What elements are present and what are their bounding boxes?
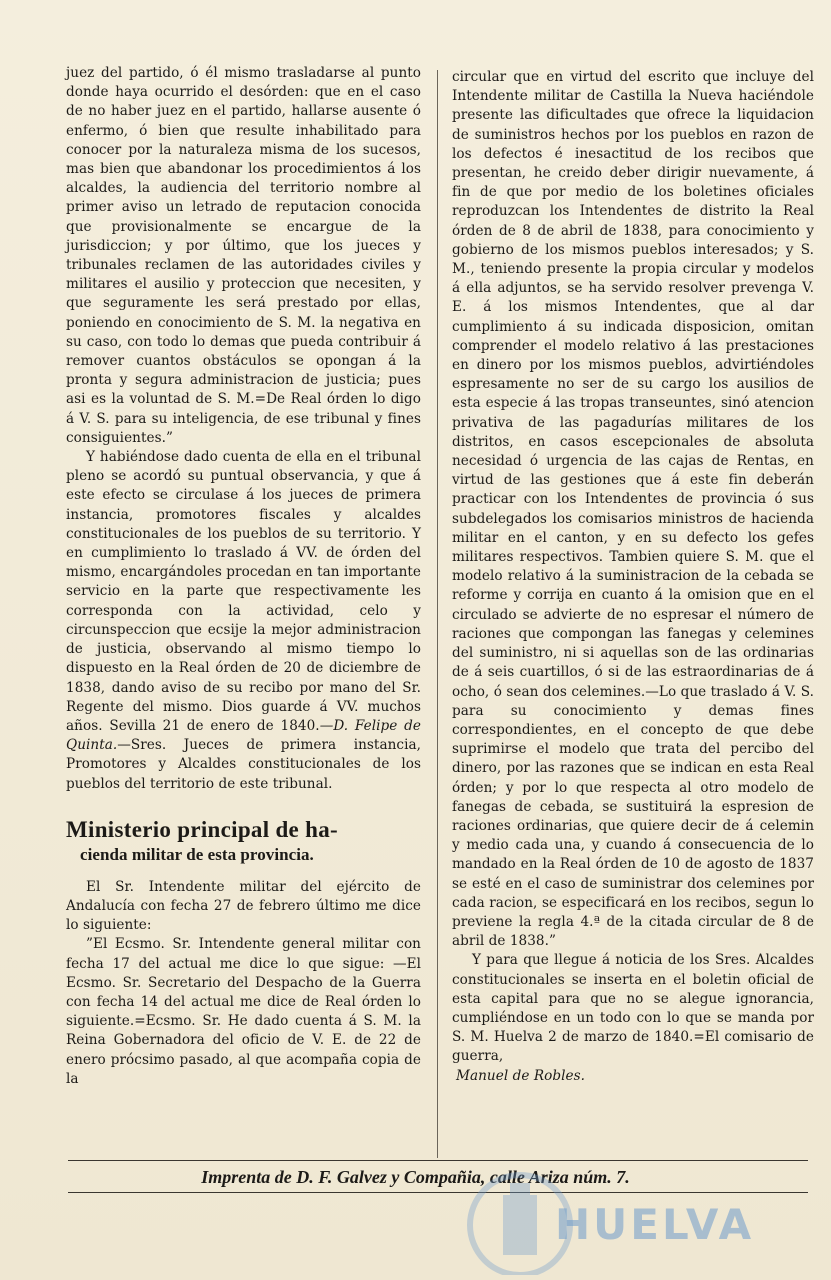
right-paragraph-2: Y para que llegue á noticia de los Sres. Alcaldes constitucionales se inserta en el boletin oficial de esta capital para que no se alegue ignorancia, cumpliéndose en un todo con lo que se manda por S. M. Huelva 2 de marzo de 1840.=El comisario de guerra, [452, 952, 814, 1065]
right-column [452, 68, 814, 1086]
manuel-de-robles-signature: Manuel de Robles. [456, 1067, 585, 1084]
right-paragraph-1: circular que en virtud del escrito que incluye del Intendente militar de Castilla la Nueva haciéndole presente las dificultades que ofrece la liquidacion de suministros hechos por los pueblos en razon de los defectos é inesactitud de los recibos que presentan, he creido deber dirigir nuevamente, á fin de que por medio de los boletines oficiales reproduzcan los Intendentes de distrito la Real órden de 8 de abril de 1838, para conocimiento y gobierno de los mismos pueblos interesados; y S. M., teniendo presente la propia circular y modelos á ella adjuntos, se ha servido resolver prevenga V. E. á los mismos Intendentes, que al dar cumplimiento á su indicada disposicion, omitan comprender el modelo relativo á las prestaciones en dinero por los mismos pueblos, advirtiéndoles espresamente no ser de su cargo los ausilios de esta especie á las tropas transeuntes, sinó atencion privativa de las pagadurías militares de los distritos, en casos escepcionales de absoluta necesidad ó urgencia de las cajas de Rentas, en virtud de las gestiones que á este fin deberán practicar con los Intendentes de provincia ó sus subdelegados los comisarios ministros de hacienda militar en el canton, y en su defecto los gefes militares respectivos. Tambien quiere S. M. que el modelo relativo á la suministracion de la cebada se reforme y corrija en cuanto á la omision que en el circulado se advierte de no espresar el número de raciones que compongan las fanegas y celemines del suministro, ni si aquellas son de las ordinarias de á seis cuartillos, ó si de las estraordinarias de á ocho, ó sean dos celemines.—Lo que traslado á V. S. para su conocimiento y demas fines correspondientes, en el concepto de que debe suprimirse el modelo que trata del percibo del dinero, por las razones que se indican en esta Real órden; y por lo que respecta al otro modelo de fanegas de cebada, se sustituirá la espresion de raciones ordinarias, que quiere decir de á celemin y medio cada una, y cuando á consecuencia de lo mandado en la Real órden de 10 de agosto de 1837 se esté en el caso de suministrar dos celemines por cada racion, se especificará en los recibos, segun lo previene la regla 4.ª de la citada circular de 8 de abril de 1838.” [452, 69, 814, 950]
imprint-line: Imprenta de D. F. Galvez y Compañia, calle Ariza núm. 7. [201, 1167, 630, 1187]
column-divider [437, 70, 438, 1158]
section-heading-line-1: Ministerio principal de ha- [66, 816, 338, 842]
left-paragraph-2-addressees: —Sres. Jueces de primera instancia, Promotores y Alcaldes constitucionales de los pueblos del territorio de este tribunal. [66, 737, 421, 792]
left-paragraph-3: El Sr. Intendente militar del ejército de Andalucía con fecha 27 de febrero último me dice lo siguiente: [66, 878, 421, 934]
left-paragraph-4: ”El Ecsmo. Sr. Intendente general militar con fecha 17 del actual me dice lo que sigue: —El Ecsmo. Sr. Secretario del Despacho de la Guerra con fecha 14 del actual me dice de Real órden lo siguiente.=Ecsmo. Sr. He dado cuenta á S. M. la Reina Gobernadora del oficio de V. E. de 22 de enero prócsimo pasado, al que acompaña copia de la [66, 936, 421, 1087]
left-paragraph-2 [66, 448, 421, 794]
felipe-de-quinta-signature: —D. Felipe de Quinta. [66, 717, 421, 754]
watermark-label: HUELVA [555, 1200, 755, 1249]
left-column [66, 64, 421, 1089]
section-heading-line-2: cienda militar de esta provincia. [80, 844, 314, 864]
section-heading [66, 816, 421, 866]
left-paragraph-1: juez del partido, ó él mismo trasladarse al punto donde haya ocurrido el desórden: que en el caso de no haber juez en el partido, hallarse ausente ó enfermo, ó bien que resulte inhabilitado para conocer por la naturaleza misma de los sucesos, mas bien que abandonar los procedimientos á los alcaldes, la audiencia del territorio nombre al primer aviso un letrado de reputacion conocida que provisionalmente se encargue de la jurisdiccion; y por último, que los jueces y tribunales reclamen de las autoridades civiles y militares el ausilio y proteccion que necesiten, y que seguramente les será prestado por ellas, poniendo en conocimiento de S. M. la negativa en su caso, con todo lo demas que pueda contribuir á remover cuantos obstáculos se opongan á la pronta y segura administracion de justicia; pues asi es la voluntad de S. M.=De Real órden lo digo á V. S. para su inteligencia, de ese tribunal y fines consiguientes.” [66, 65, 421, 446]
left-paragraph-2-body: Y habiéndose dado cuenta de ella en el tribunal pleno se acordó su puntual observancia, y que á este efecto se circulase á los jueces de primera instancia, promotores fiscales y alcaldes constitucionales de los pueblos de su territorio. Y en cumplimiento lo traslado á VV. de órden del mismo, encargándoles procedan en tan importante servicio en la parte que respectivamente les corresponda con la actividad, celo y circunspeccion que ecsije la mejor administracion de justicia, observando al mismo tiempo lo dispuesto en la Real órden de 20 de diciembre de 1838, dando aviso de su recibo por mano del Sr. Regente del mismo. Dios guarde á VV. muchos años. Sevilla 21 de enero de 1840. [66, 449, 421, 734]
